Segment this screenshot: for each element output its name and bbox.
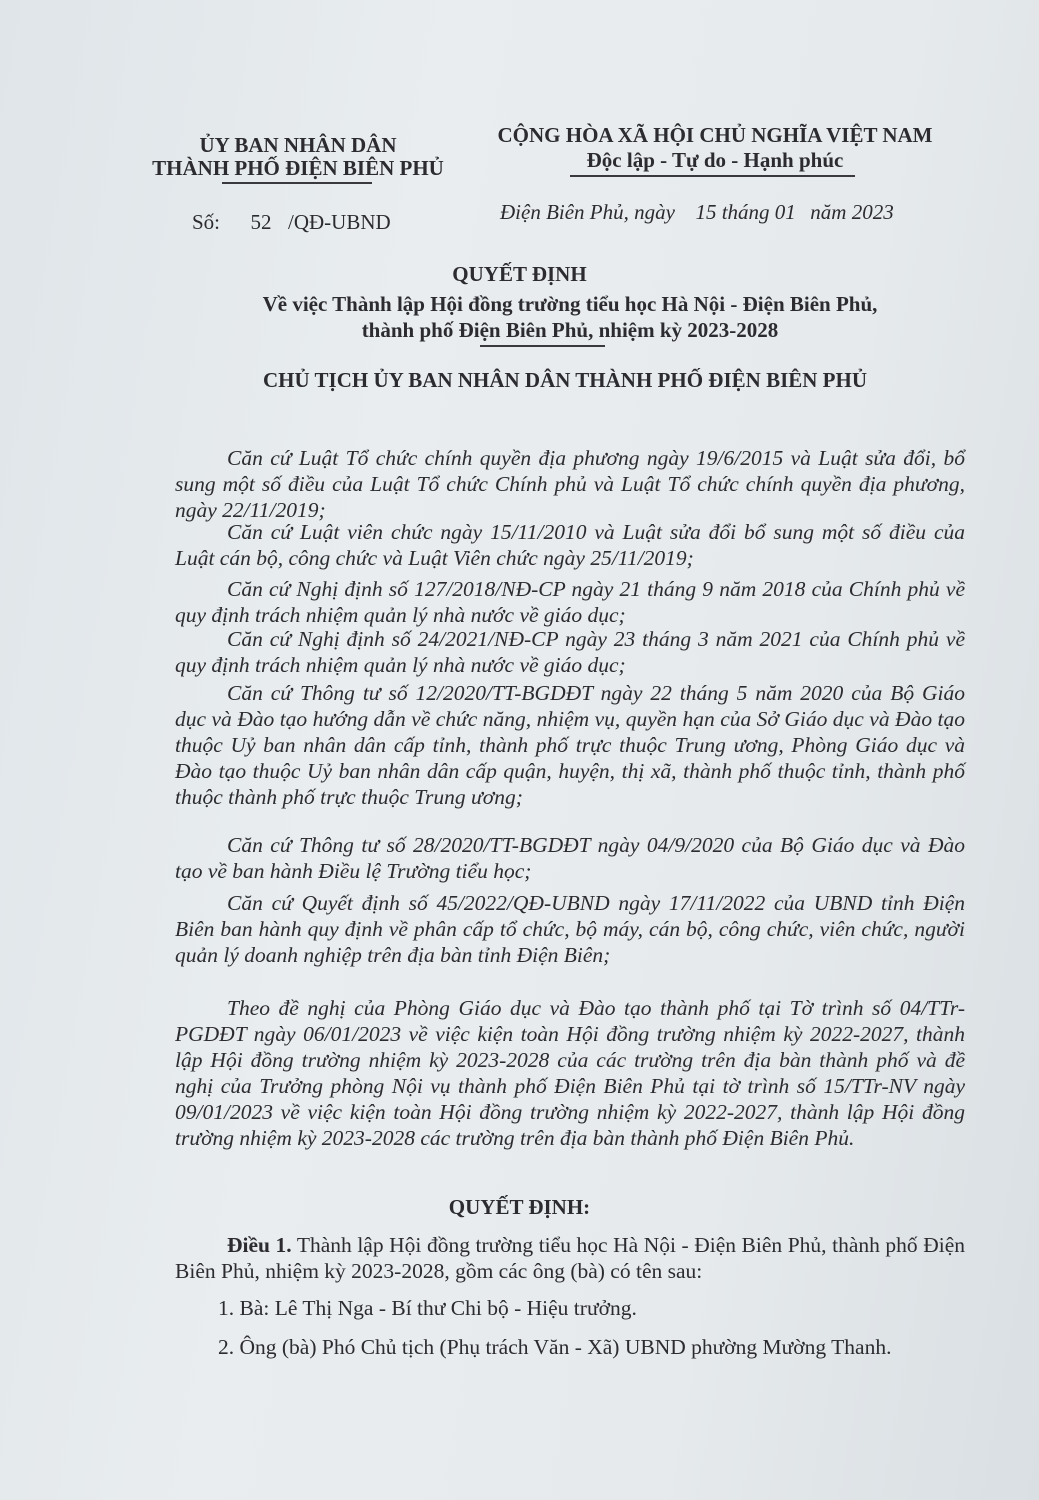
article-1 bbox=[175, 1232, 965, 1284]
doc-number-suffix: /QĐ-UBND bbox=[288, 210, 391, 234]
date-month: 01 bbox=[774, 200, 796, 224]
document-subject-line2: thành phố Điện Biên Phủ, nhiệm kỳ 2023-2028 bbox=[361, 318, 779, 342]
basis-text: Căn cứ Luật viên chức ngày 15/11/2010 và Luật sửa đổi bổ sung một số điều của Luật cán bộ, công chức và Luật Viên chức ngày 25/11/2019; bbox=[175, 520, 965, 570]
basis-paragraph bbox=[175, 626, 965, 678]
date-year: 2023 bbox=[851, 200, 894, 224]
basis-text: Căn cứ Quyết định số 45/2022/QĐ-UBND ngày 17/11/2022 của UBND tỉnh Điện Biên ban hành quy định về phân cấp tổ chức, bộ máy, cán bộ, công chức, viên chức, người quản lý doanh nghiệp trên địa bàn tỉnh Điện Biên; bbox=[175, 891, 965, 967]
motto: Độc lập - Tự do - Hạnh phúc bbox=[586, 148, 844, 172]
document-title: QUYẾT ĐỊNH bbox=[452, 262, 587, 286]
basis-paragraph bbox=[175, 890, 965, 968]
document-subject-line1: Về việc Thành lập Hội đồng trường tiểu học Hà Nội - Điện Biên Phủ, bbox=[262, 292, 878, 316]
issuer-line2: THÀNH PHỐ ĐIỆN BIÊN PHỦ bbox=[152, 156, 444, 180]
basis-paragraph bbox=[175, 832, 965, 884]
basis-text: Căn cứ Thông tư số 12/2020/TT-BGDĐT ngày 22 tháng 5 năm 2020 của Bộ Giáo dục và Đào tạo hướng dẫn về chức năng, nhiệm vụ, quyền hạn của Sở Giáo dục và Đào tạo thuộc Uỷ ban nhân dân cấp tỉnh, thành phố trực thuộc Trung ương, Phòng Giáo dục và Đào tạo thuộc Uỷ ban nhân dân cấp quận, huyện, thị xã, thành phố thuộc tỉnh, thành phố thuộc thành phố trực thuộc Trung ương; bbox=[175, 681, 965, 809]
basis-paragraph bbox=[175, 576, 965, 628]
motto-underline bbox=[570, 175, 855, 177]
doc-number bbox=[192, 210, 391, 235]
basis-paragraph bbox=[175, 519, 965, 571]
basis-text: Căn cứ Nghị định số 127/2018/NĐ-CP ngày 21 tháng 9 năm 2018 của Chính phủ về quy định trách nhiệm quản lý nhà nước về giáo dục; bbox=[175, 577, 965, 627]
date-day: 15 bbox=[695, 200, 717, 224]
subject-underline bbox=[480, 345, 605, 347]
nation-line1: CỘNG HÒA XÃ HỘI CHỦ NGHĨA VIỆT NAM bbox=[497, 123, 933, 147]
basis-paragraph bbox=[175, 680, 965, 810]
authority-heading: CHỦ TỊCH ỦY BAN NHÂN DÂN THÀNH PHỐ ĐIỆN BIÊN PHỦ bbox=[263, 368, 867, 392]
article-1-label: Điều 1. bbox=[227, 1233, 292, 1257]
basis-text: Theo đề nghị của Phòng Giáo dục và Đào tạo thành phố tại Tờ trình số 04/TTr-PGDĐT ngày 06/01/2023 về việc kiện toàn Hội đồng trường nhiệm kỳ 2022-2027, thành lập Hội đồng trường nhiệm kỳ 2023-2028 của các trường trên địa bàn thành phố và đề nghị của Trưởng phòng Nội vụ thành phố Điện Biên Phủ tại tờ trình số 15/TTr-NV ngày 09/01/2023 về việc kiện toàn Hội đồng trường nhiệm kỳ 2022-2027, thành lập Hội đồng trường nhiệm kỳ 2023-2028 các trường trên địa bàn thành phố Điện Biên Phủ. bbox=[175, 996, 965, 1150]
issuer-underline bbox=[222, 182, 372, 184]
member-item: 1. Bà: Lê Thị Nga - Bí thư Chi bộ - Hiệu trưởng. bbox=[218, 1296, 637, 1320]
basis-text: Căn cứ Nghị định số 24/2021/NĐ-CP ngày 23 tháng 3 năm 2021 của Chính phủ về quy định trách nhiệm quản lý nhà nước về giáo dục; bbox=[175, 627, 965, 677]
doc-number-value: 52 bbox=[250, 210, 272, 234]
basis-paragraph bbox=[175, 995, 965, 1151]
date-year-label: năm bbox=[810, 200, 847, 224]
doc-number-label: Số: bbox=[192, 210, 221, 234]
date-month-label: tháng bbox=[721, 200, 770, 224]
member-item: 2. Ông (bà) Phó Chủ tịch (Phụ trách Văn - Xã) UBND phường Mường Thanh. bbox=[218, 1335, 892, 1359]
basis-text: Căn cứ Thông tư số 28/2020/TT-BGDĐT ngày 04/9/2020 của Bộ Giáo dục và Đào tạo về ban hành Điều lệ Trường tiểu học; bbox=[175, 833, 965, 883]
basis-text: Căn cứ Luật Tổ chức chính quyền địa phương ngày 19/6/2015 và Luật sửa đổi, bổ sung một số điều của Luật Tổ chức Chính phủ và Luật Tổ chức chính quyền địa phương, ngày 22/11/2019; bbox=[175, 446, 965, 522]
article-1-text: Thành lập Hội đồng trường tiểu học Hà Nội - Điện Biên Phủ, thành phố Điện Biên Phủ, nhiệm kỳ 2023-2028, gồm các ông (bà) có tên sau: bbox=[175, 1233, 966, 1283]
decision-heading: QUYẾT ĐỊNH: bbox=[448, 1195, 591, 1219]
issuer-line1: ỦY BAN NHÂN DÂN bbox=[199, 133, 397, 157]
basis-paragraph bbox=[175, 445, 965, 523]
date-place: Điện Biên Phủ, ngày bbox=[500, 200, 675, 224]
date-line bbox=[500, 200, 894, 225]
